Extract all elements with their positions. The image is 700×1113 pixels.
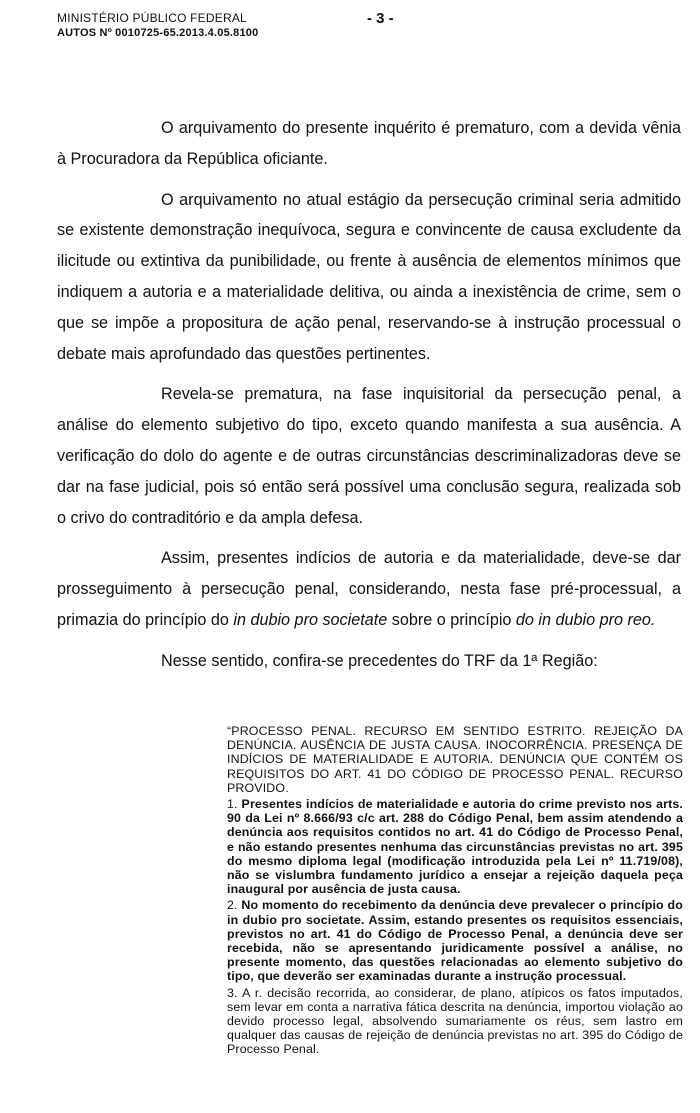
paragraph-4 (57, 543, 681, 635)
paragraph-2: O arquivamento no atual estágio da persecução criminal seria admitido se existente demonstração inequívoca, segura e convincente de causa excludente da ilicitude ou extintiva da punibilidade, ou frente à ausência de elementos mínimos que indiquem a autoria e a materialidade delitiva, ou ainda a inexistência de crime, sem o que se impõe a propositura de ação penal, reservando-se à instrução processual o debate mais aprofundado das questões pertinentes. (57, 190, 681, 363)
page-header (57, 10, 657, 46)
paragraph-5: Nesse sentido, confira-se precedentes do TRF da 1ª Região: (161, 651, 598, 670)
quote-item-2-number: 2. (227, 898, 242, 913)
quote-item-2-text: No momento do recebimento da denúncia deve prevalecer o princípio do in dubio pro societate. Assim, estando presentes os requisitos essenciais, previstos no art. 41 do Código de Processo Penal, a denúncia deve ser recebida, não se apresentando juridicamente possível a análise, no presente momento, das questões relacionadas ao elemento subjetivo do tipo, que deverão ser examinadas durante a instrução processual. (227, 898, 683, 984)
paragraph-3: Revela-se prematura, na fase inquisitorial da persecução penal, a análise do elemento subjetivo do tipo, exceto quando manifesta a sua ausência. A verificação do dolo do agente e de outras circunstâncias descriminalizadoras deve se dar na fase judicial, pois só então será possível uma conclusão segura, realizada sob o crivo do contraditório e da ampla defesa. (57, 385, 681, 527)
quote-item-1 (227, 797, 683, 896)
paragraph-4-text-a: Assim, presentes indícios de autoria e da materialidade, deve-se dar prosseguimento à persecução penal, considerando, nesta fase pré-processual, a primazia do princípio do (57, 549, 681, 629)
quote-ementa: “PROCESSO PENAL. RECURSO EM SENTIDO ESTRITO. REJEIÇÃO DA DENÚNCIA. AUSÊNCIA DE JUSTA CAUSA. INOCORRÊNCIA. PRESENÇA DE INDÍCIOS DE MATERIALIDADE E AUTORIA. DENÚNCIA QUE CONTÉM OS REQUISITOS DO ART. 41 DO CÓDIGO DE PROCESSO PENAL. RECURSO PROVIDO. (227, 724, 683, 795)
quote-item-1-number: 1. (227, 797, 242, 812)
page-number: - 3 - (367, 10, 394, 27)
paragraph-4-text-c: sobre o princípio (387, 610, 516, 629)
paragraph-4-latin-reo: do in dubio pro reo. (515, 610, 656, 629)
header-organization: MINISTÉRIO PÚBLICO FEDERAL (57, 11, 247, 25)
quote-item-1-text: Presentes indícios de materialidade e autoria do crime previsto nos arts. 90 da Lei nº 8.666/93 c/c art. 288 do Código Penal, bem assim atendendo a denúncia aos requisitos contidos no art. 41 do Código de Processo Penal, e não estando presentes nenhuma das circunstâncias previstas no art. 395 do mesmo diploma legal (modificação introduzida pela Lei nº 11.719/08), não se vislumbra fundamento jurídico a ensejar a rejeição daquela peça inaugural por ausência de justa causa. (227, 797, 684, 897)
quote-item-3: 3. A r. decisão recorrida, ao considerar, de plano, atípicos os fatos imputados, sem levar em conta a narrativa fática descrita na denúncia, importou violação ao devido processo legal, absolvendo sumariamente os réus, sem lastro em qualquer das causas de rejeição de denúncia previstas no art. 395 do Código de Processo Penal. (227, 985, 683, 1057)
document-body (57, 113, 681, 687)
quote-item-2 (227, 898, 683, 983)
paragraph-4-latin-societate: in dubio pro societate (233, 610, 388, 629)
header-case-number: AUTOS Nº 0010725-65.2013.4.05.8100 (57, 27, 259, 39)
paragraph-1: O arquivamento do presente inquérito é prematuro, com a devida vênia à Procuradora da República oficiante. (57, 119, 681, 168)
jurisprudence-quote (227, 724, 683, 1059)
